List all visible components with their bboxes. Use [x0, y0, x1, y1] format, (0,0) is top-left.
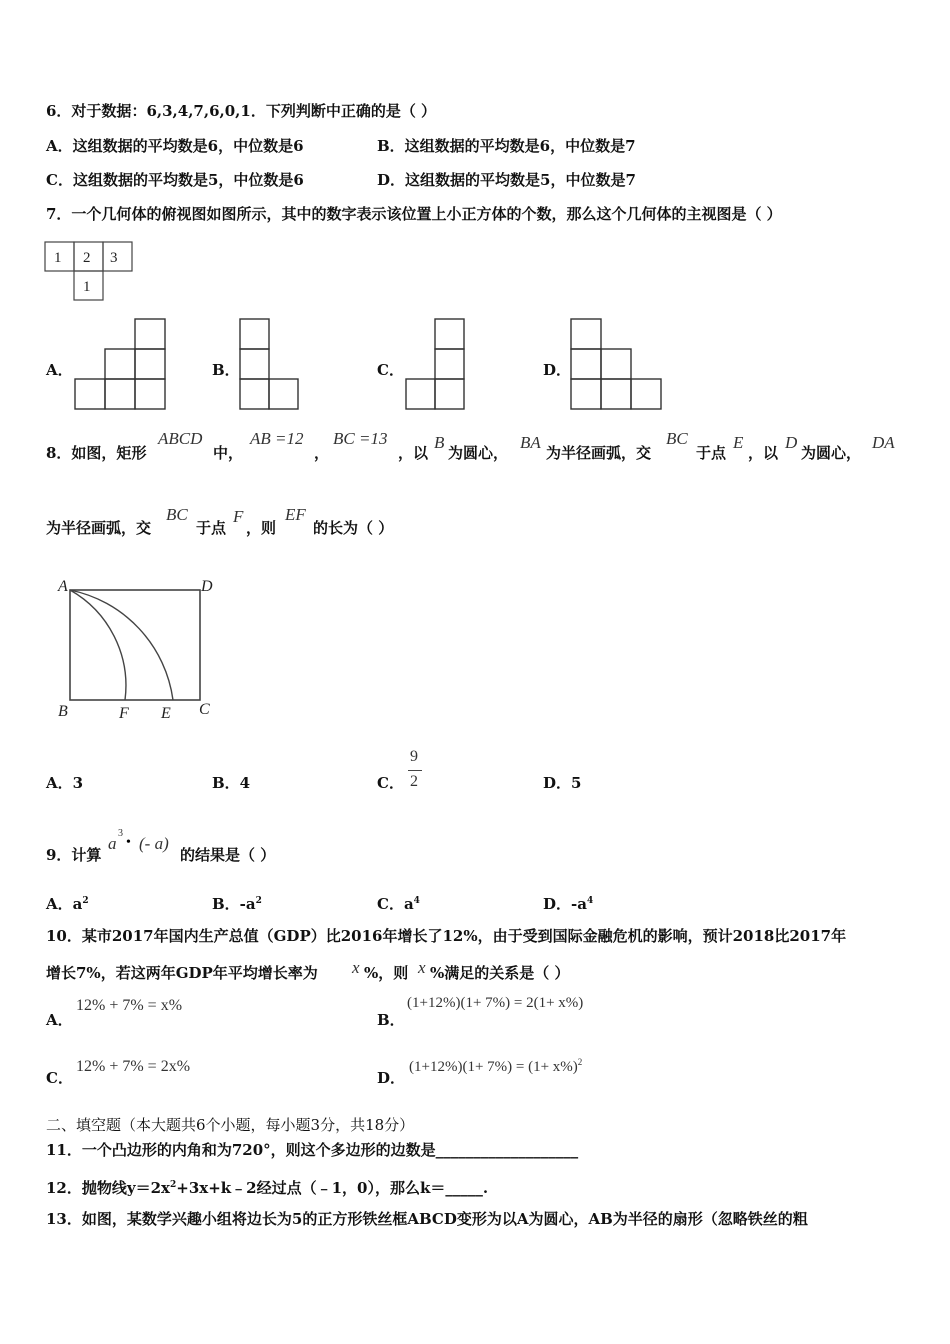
q7-option-d-front-view — [569, 318, 665, 412]
q7-option-c-front-view — [405, 318, 469, 412]
q7-label-a: A． — [46, 361, 73, 379]
q13: 13．如图，某数学兴趣小组将边长为5的正方形铁丝框ABCD变形为以A为圆心，AB为半径的扇形（忽略铁丝的粗 — [46, 1210, 808, 1228]
q7-label-b: B． — [212, 361, 240, 379]
q7-stem: 7．一个几何体的俯视图如图所示，其中的数字表示该位置上小正方体的个数，那么这个几何体的主视图是（ ） — [46, 205, 782, 223]
q10-line-1: 10．某市2017年国内生产总值（GDP）比2016年增长了12%，由于受到国际金融危机的影响，预计2018比2017年 — [46, 927, 847, 945]
q8-text-5: 为圆心， — [448, 444, 509, 462]
q8-line2-text-2: 于点 — [196, 519, 227, 537]
q8-bc-2: BC — [666, 429, 688, 448]
q9-dot: • — [126, 835, 131, 850]
q8-point-f: F — [233, 507, 244, 526]
q8-option-c-label: C． — [377, 774, 404, 792]
q10-line-2b: %，则 — [364, 964, 409, 982]
label-f: F — [119, 705, 129, 722]
q6-option-b: B．这组数据的平均数是6，中位数是7 — [377, 137, 636, 155]
label-a: A — [58, 578, 68, 595]
q7-option-a-front-view — [72, 318, 168, 412]
q9-option-b: B．$-a^2$ — [212, 895, 262, 913]
q7-label-c: C． — [377, 361, 404, 379]
q8-ef: EF — [285, 505, 306, 524]
q8-text-8: ，以 — [748, 444, 779, 462]
q10-option-a-expr: 12% + 7% = x% — [76, 997, 183, 1014]
q8-bc-3: BC — [166, 505, 188, 524]
q8-da: DA — [872, 433, 895, 452]
q10-option-b-label: B． — [377, 1011, 405, 1029]
q10-option-d-label: D． — [377, 1069, 406, 1087]
q8-ab-value: AB =12 — [250, 429, 304, 448]
q8-line2-text-4: 的长为（ ） — [313, 519, 394, 537]
q9-text-2: 的结果是（ ） — [180, 846, 276, 864]
q9-expr-a: a — [108, 834, 117, 853]
q8-text-7: 于点 — [696, 444, 727, 462]
q7-top-view-grid — [44, 240, 140, 304]
q8-text-9: 为圆心， — [801, 444, 862, 462]
q8-text-4: ，以 — [398, 444, 429, 462]
grid-cell-1: 1 — [54, 250, 62, 266]
label-c: C — [199, 701, 210, 718]
q10-option-c-label: C． — [46, 1069, 73, 1087]
q6-option-d: D．这组数据的平均数是5，中位数是7 — [377, 171, 636, 189]
q8-text-1: 8．如图，矩形 — [46, 444, 147, 462]
q8-point-d: D — [785, 433, 798, 452]
arc-from-d — [70, 590, 173, 700]
q6-stem: 6．对于数据：6,3,4,7,6,0,1．下列判断中正确的是（ ） — [46, 102, 437, 120]
q10-option-a-label: A． — [46, 1011, 73, 1029]
label-e: E — [161, 705, 171, 722]
q8-text-2: 中， — [213, 444, 244, 462]
q10-x-1: x — [352, 958, 360, 977]
grid-cell-3: 3 — [110, 250, 118, 266]
q10-line-2c: %满足的关系是（ ） — [430, 964, 570, 982]
q8-bc-value: BC =13 — [333, 429, 388, 448]
grid-cell-4: 1 — [83, 279, 91, 295]
q7-option-b-front-view — [238, 318, 302, 412]
fraction-bar — [408, 770, 422, 771]
q10-line-2a: 增长7%，若这两年GDP年平均增长率为 — [46, 964, 318, 982]
q6-option-a: A．这组数据的平均数是6，中位数是6 — [46, 137, 304, 155]
q9-exponent: 3 — [118, 828, 123, 839]
q11: 11．一个凸边形的内角和为720°，则这个多边形的边数是___________________ — [46, 1141, 579, 1159]
q8-line2-text-1: 为半径画弧，交 — [46, 519, 152, 537]
rect-abcd — [70, 590, 200, 700]
q10-option-b-expr: (1+12%)(1+ 7%) = 2(1+ x%) — [407, 995, 584, 1011]
q8-line2-text-3: ，则 — [246, 519, 277, 537]
q8-rectangle-figure — [55, 578, 225, 724]
q7-label-d: D． — [543, 361, 572, 379]
q9-text-1: 9．计算 — [46, 846, 102, 864]
q8-ba: BA — [520, 433, 541, 452]
q10-option-d-expr: $(1+12\%)(1+ 7\%) = (1+ x\%)^2$ — [409, 1057, 583, 1075]
q8-option-d: D．5 — [543, 774, 582, 792]
section-2-title: 二、填空题（本大题共6个小题，每小题3分，共18分） — [46, 1116, 415, 1134]
q8-point-b: B — [434, 433, 445, 452]
arc-from-b — [70, 590, 126, 700]
q9-option-a: A．$a^2$ — [46, 895, 89, 913]
q8-option-b: B．4 — [212, 774, 251, 792]
q8-text-6: 为半径画弧，交 — [546, 444, 652, 462]
q8-rect-abcd: ABCD — [158, 429, 203, 448]
q8-option-a: A．3 — [46, 774, 84, 792]
q12: 12．抛物线$y=2x^2+3x+k﹣2$经过点（﹣1，0），那么k＝_____. — [46, 1179, 489, 1197]
q9-neg-a: (- a) — [139, 834, 169, 853]
q9-option-c: C．$a^4$ — [377, 895, 420, 913]
q10-option-c-expr: 12% + 7% = 2x% — [76, 1058, 191, 1075]
q9-option-d: D．$-a^4$ — [543, 895, 594, 913]
q8-point-e: E — [733, 433, 744, 452]
q8-option-c-denominator: 2 — [410, 773, 418, 790]
q10-x-2: x — [418, 958, 426, 977]
q8-text-3: ， — [314, 444, 330, 462]
label-b: B — [58, 703, 68, 720]
label-d: D — [201, 578, 213, 595]
q8-option-c-numerator: 9 — [410, 748, 418, 765]
q6-option-c: C．这组数据的平均数是5，中位数是6 — [46, 171, 304, 189]
grid-cell-2: 2 — [83, 250, 91, 266]
